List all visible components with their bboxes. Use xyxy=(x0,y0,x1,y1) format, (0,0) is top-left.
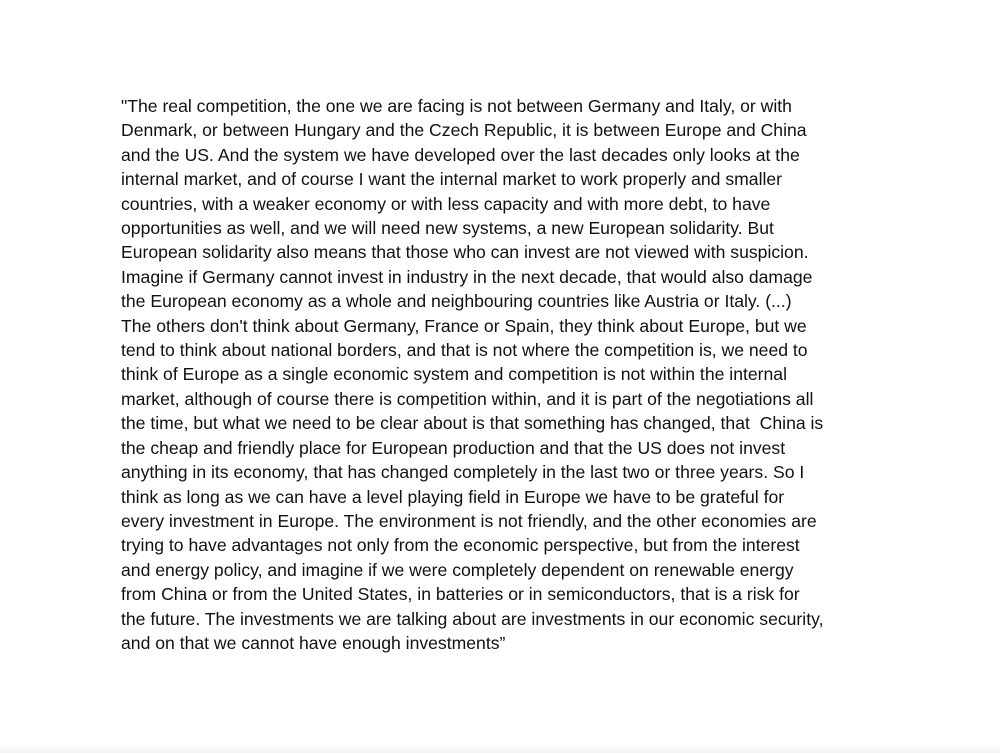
quote-line: European solidarity also means that those who can invest are not viewed with suspicion. xyxy=(121,242,809,263)
quote-line: internal market, and of course I want the internal market to work properly and smaller xyxy=(121,169,783,190)
quote-line: and the US. And the system we have developed over the last decades only looks at the xyxy=(121,144,800,165)
quote-line: the European economy as a whole and neighbouring countries like Austria or Italy. (...) xyxy=(121,291,792,312)
quote-line: and energy policy, and imagine if we were completely dependent on renewable energy xyxy=(121,559,794,580)
quote-line: from China or from the United States, in batteries or in semiconductors, that is a risk for xyxy=(121,584,800,605)
quote-line: trying to have advantages not only from the economic perspective, but from the interest xyxy=(121,535,800,556)
quote-line: "The real competition, the one we are facing is not between Germany and Italy, or with xyxy=(121,96,792,116)
quote-line: anything in its economy, that has changed completely in the last two or three years. So I xyxy=(121,462,805,483)
quote-line: think as long as we can have a level playing field in Europe we have to be grateful for xyxy=(121,486,785,507)
quote-line: the cheap and friendly place for European production and that the US does not invest xyxy=(121,437,786,458)
quote-line: Imagine if Germany cannot invest in industry in the next decade, that would also damage xyxy=(121,266,813,287)
quote-line: Denmark, or between Hungary and the Czech Republic, it is between Europe and China xyxy=(121,120,807,141)
quote-line: every investment in Europe. The environment is not friendly, and the other economies are xyxy=(121,510,817,531)
quote-line: opportunities as well, and we will need new systems, a new European solidarity. But xyxy=(121,218,774,239)
quote-line: think of Europe as a single economic system and competition is not within the internal xyxy=(121,364,787,385)
quote-line: market, although of course there is competition within, and it is part of the negotiations all xyxy=(121,388,814,409)
quote-line: countries, with a weaker economy or with less capacity and with more debt, to have xyxy=(121,193,771,214)
quote-line: and on that we cannot have enough investments” xyxy=(121,632,506,653)
page-bottom-edge xyxy=(0,743,1000,753)
quote-line: the future. The investments we are talking about are investments in our economic security, xyxy=(121,608,824,629)
quote-line: tend to think about national borders, and that is not where the competition is, we need to xyxy=(121,340,808,361)
quote-line: the time, but what we need to be clear about is that something has changed, that China is xyxy=(121,413,824,434)
quote-line: The others don't think about Germany, France or Spain, they think about Europe, but we xyxy=(121,315,807,336)
quote-paragraph xyxy=(121,94,901,655)
